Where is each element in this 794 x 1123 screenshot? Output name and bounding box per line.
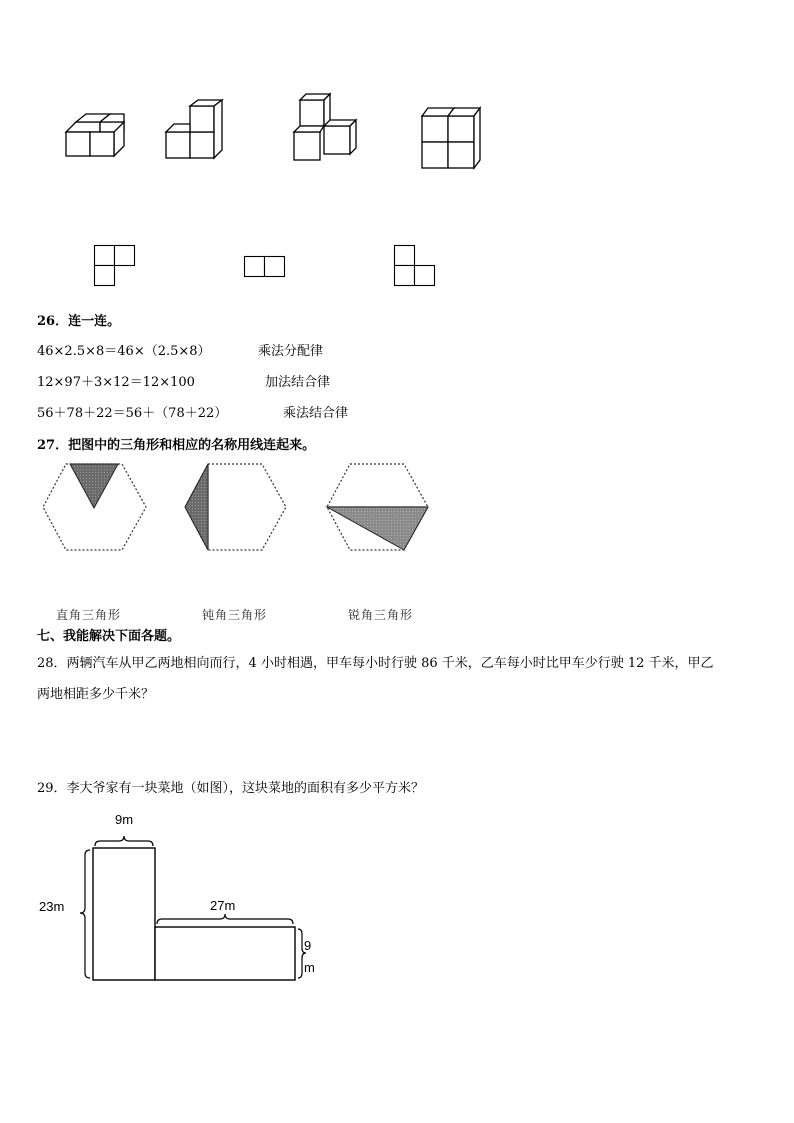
view-shape-3 — [394, 245, 436, 287]
vegetable-plot-diagram — [30, 810, 330, 990]
section-7-title: 七、我能解决下面各题。 — [37, 629, 181, 644]
label-top-width: 9m — [115, 812, 134, 827]
view-shape-2 — [244, 256, 286, 278]
q26-law-2: 加法结合律 — [265, 375, 331, 390]
label-right-height-number: 9 — [304, 938, 312, 953]
label-right-height-unit: m — [304, 960, 315, 975]
triangle-name-obtuse: 钝角三角形 — [202, 608, 268, 622]
q28-line-2: 两地相距多少千米？ — [37, 687, 155, 702]
q26-expr-3: 56＋78＋22＝56＋（78＋22） — [37, 406, 228, 421]
cube-figure-2 — [162, 100, 232, 162]
q26-law-1: 乘法分配律 — [258, 344, 324, 359]
hexagon-figure-2 — [182, 462, 292, 554]
label-right-width: 27m — [210, 898, 236, 913]
q26-title: 26．连一连。 — [37, 314, 121, 329]
cube-figure-1 — [60, 110, 130, 165]
triangle-name-acute: 锐角三角形 — [348, 608, 414, 622]
q27-title: 27．把图中的三角形和相应的名称用线连起来。 — [37, 438, 316, 453]
q28-line-1: 28．两辆汽车从甲乙两地相向而行，4 小时相遇，甲车每小时行驶 86 千米，乙车每小时比甲车少行驶 12 千米，甲乙 — [37, 656, 714, 671]
q26-expr-1: 46×2.5×8＝46×（2.5×8） — [37, 344, 211, 359]
q29-title: 29．李大爷家有一块菜地（如图），这块菜地的面积有多少平方米？ — [37, 781, 425, 796]
triangle-name-right: 直角三角形 — [56, 608, 122, 622]
cube-figure-4 — [420, 104, 484, 170]
cube-figure-3 — [290, 94, 362, 164]
q26-expr-2: 12×97＋3×12＝12×100 — [37, 375, 195, 390]
q26-law-3: 乘法结合律 — [283, 406, 349, 421]
hexagon-figure-3 — [324, 462, 434, 554]
view-shape-1 — [94, 245, 136, 287]
hexagon-figure-1 — [40, 462, 150, 554]
label-left-height: 23m — [39, 899, 65, 914]
